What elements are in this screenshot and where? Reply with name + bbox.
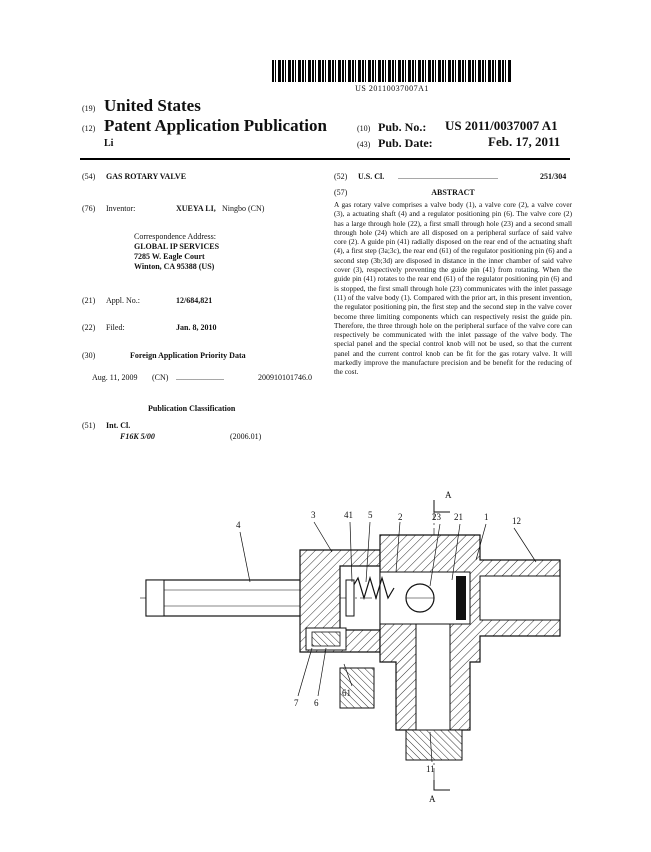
section-a-bottom: A xyxy=(429,794,436,804)
foreign-date: Aug. 11, 2009 xyxy=(92,373,138,382)
label-3: 3 xyxy=(311,510,316,520)
label-1: 1 xyxy=(484,512,489,522)
publication-type: Patent Application Publication xyxy=(104,116,327,135)
pub-date-label: Pub. Date: xyxy=(378,136,433,150)
label-6: 6 xyxy=(314,698,319,708)
label-5: 5 xyxy=(368,510,373,520)
uscl-code: (52) xyxy=(334,172,348,181)
appl-code: (21) xyxy=(82,296,96,305)
inventor-name: XUEYA LI, xyxy=(176,204,216,213)
foreign-number: 200910101746.0 xyxy=(258,373,312,382)
abstract-code: (57) xyxy=(334,188,348,197)
label-21: 21 xyxy=(454,512,463,522)
corr-label: Correspondence Address: xyxy=(134,232,216,241)
abstract-title: ABSTRACT xyxy=(431,188,475,197)
intcl-year: (2006.01) xyxy=(230,432,262,441)
intcl-code: (51) xyxy=(82,421,96,430)
title-code: (54) xyxy=(82,172,96,181)
foreign-title: Foreign Application Priority Data xyxy=(130,351,246,360)
label-23: 23 xyxy=(432,512,441,522)
section-a-top: A xyxy=(445,490,452,500)
corr-name: GLOBAL IP SERVICES xyxy=(134,242,220,251)
filed-date: Jan. 8, 2010 xyxy=(176,323,217,332)
corr-city: Winton, CA 95388 (US) xyxy=(134,262,215,271)
intcl-label: Int. Cl. xyxy=(106,421,131,430)
pub-no: US 2011/0037007 A1 xyxy=(445,118,558,133)
label-41: 41 xyxy=(344,510,353,520)
filed-code: (22) xyxy=(82,323,96,332)
label-4: 4 xyxy=(236,520,241,530)
barcode-number: US 20110037007A1 xyxy=(355,84,429,93)
label-61: 61 xyxy=(342,688,351,698)
country-code: (19) xyxy=(82,104,96,113)
intcl-class: F16K 5/00 xyxy=(120,432,155,441)
inventor-code: (76) xyxy=(82,204,96,213)
filed-label: Filed: xyxy=(106,323,125,332)
corr-street: 7285 W. Eagle Court xyxy=(134,252,205,261)
label-12: 12 xyxy=(512,516,521,526)
inventor-city: Ningbo (CN) xyxy=(222,204,265,213)
pub-date-code: (43) xyxy=(357,140,371,149)
pub-class-title: Publication Classification xyxy=(148,404,236,413)
label-7: 7 xyxy=(294,698,299,708)
country-name: United States xyxy=(104,96,201,115)
uscl-value: 251/304 xyxy=(540,172,567,181)
label-11: 11 xyxy=(426,764,435,774)
type-code: (12) xyxy=(82,124,96,133)
label-2: 2 xyxy=(398,512,403,522)
appl-label: Appl. No.: xyxy=(106,296,140,305)
invention-title: GAS ROTARY VALVE xyxy=(106,172,187,181)
uscl-dots: .................................................. xyxy=(398,172,498,181)
uscl-label: U.S. Cl. xyxy=(358,172,385,181)
inventor-short: Li xyxy=(104,138,114,149)
foreign-code: (30) xyxy=(82,351,96,360)
pub-date: Feb. 17, 2011 xyxy=(488,134,561,149)
pub-no-label: Pub. No.: xyxy=(378,120,427,134)
foreign-dots: ........................ xyxy=(176,373,224,382)
foreign-country: (CN) xyxy=(152,373,169,382)
pub-no-code: (10) xyxy=(357,124,371,133)
inventor-label: Inventor: xyxy=(106,204,136,213)
abstract-text: A gas rotary valve comprises a valve body (1), a valve core (2), a valve cover (3), a actuating shaft (4) and a regulator positioning pin (6). The valve core (2) has a large through hole (22), a first small through hole (23) and a second small through hole (24) which are all disposed on a peripheral surface of said valve core (2). A guide pin (41) radially disposed on the rear end of the actuating shaft (4), a first step (3a;3c), the rear end (61) of the regulator positioning pin (6) and a second step (3b;3d) are disposed in distance in the inner chamber of said valve cover (3), respectively preventing the guide pin (41) from rotating. When the guide pin (41) rotates to the rear end (61) of the regulator positioning pin (6) and is stopped, the first small through hole (23) communicates with the inlet passage (11) of the valve body (1). Compared with the prior art, in this present invention, the regulator positioning pin, the first step and the second step in the valve cover become three limiting components which can respectively resist the guide pin. Therefore, the three through hole on the peripheral surface of the valve core can respectively be communicated with the inlet passage of the valve body. The special panel and the special control knob will not be used, so that the current panel and the current control knob can be fit for the gas rotary valve. It will markedly improve the manufacture precision and be benefit for the reducing of the cost. xyxy=(334,200,572,377)
appl-number: 12/684,821 xyxy=(176,296,213,305)
